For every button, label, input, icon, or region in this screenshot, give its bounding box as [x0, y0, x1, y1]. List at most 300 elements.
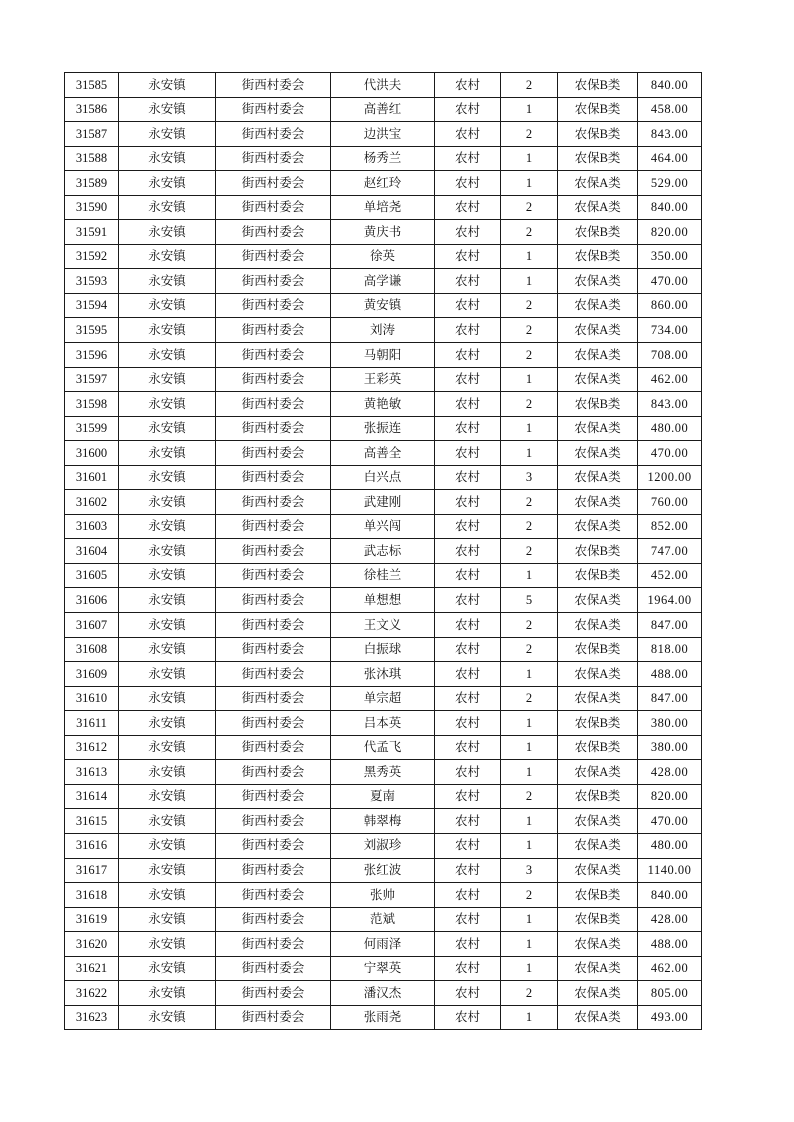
cell-residence: 农村	[435, 539, 501, 564]
cell-residence: 农村	[435, 981, 501, 1006]
table-row	[65, 318, 702, 343]
cell-category: 农保A类	[558, 416, 638, 441]
table-row	[65, 588, 702, 613]
table-row	[65, 392, 702, 417]
table-row	[65, 146, 702, 171]
cell-name: 黑秀英	[331, 760, 435, 785]
cell-village: 街西村委会	[216, 907, 331, 932]
table-row	[65, 760, 702, 785]
cell-category: 农保A类	[558, 1005, 638, 1030]
cell-amount: 452.00	[638, 563, 702, 588]
cell-residence: 农村	[435, 416, 501, 441]
cell-name: 白兴点	[331, 465, 435, 490]
cell-village: 街西村委会	[216, 735, 331, 760]
table-row	[65, 981, 702, 1006]
cell-residence: 农村	[435, 637, 501, 662]
cell-residence: 农村	[435, 318, 501, 343]
cell-town: 永安镇	[119, 244, 216, 269]
cell-village: 街西村委会	[216, 490, 331, 515]
cell-village: 街西村委会	[216, 539, 331, 564]
cell-amount: 488.00	[638, 662, 702, 687]
cell-amount: 820.00	[638, 784, 702, 809]
cell-category: 农保A类	[558, 662, 638, 687]
cell-town: 永安镇	[119, 73, 216, 98]
cell-town: 永安镇	[119, 146, 216, 171]
cell-residence: 农村	[435, 932, 501, 957]
cell-amount: 847.00	[638, 686, 702, 711]
cell-count: 2	[501, 637, 558, 662]
cell-id: 31597	[65, 367, 119, 392]
cell-id: 31605	[65, 563, 119, 588]
cell-town: 永安镇	[119, 760, 216, 785]
cell-residence: 农村	[435, 490, 501, 515]
cell-town: 永安镇	[119, 97, 216, 122]
table-row	[65, 637, 702, 662]
cell-name: 武建刚	[331, 490, 435, 515]
cell-amount: 840.00	[638, 73, 702, 98]
cell-amount: 1140.00	[638, 858, 702, 883]
cell-count: 1	[501, 956, 558, 981]
cell-town: 永安镇	[119, 343, 216, 368]
cell-village: 街西村委会	[216, 293, 331, 318]
cell-name: 代孟飞	[331, 735, 435, 760]
cell-village: 街西村委会	[216, 956, 331, 981]
table-row	[65, 416, 702, 441]
cell-amount: 708.00	[638, 343, 702, 368]
cell-town: 永安镇	[119, 1005, 216, 1030]
table-row	[65, 220, 702, 245]
cell-residence: 农村	[435, 588, 501, 613]
cell-residence: 农村	[435, 956, 501, 981]
cell-id: 31601	[65, 465, 119, 490]
cell-town: 永安镇	[119, 932, 216, 957]
cell-id: 31590	[65, 195, 119, 220]
cell-count: 2	[501, 613, 558, 638]
cell-id: 31598	[65, 392, 119, 417]
cell-town: 永安镇	[119, 637, 216, 662]
cell-count: 1	[501, 367, 558, 392]
cell-amount: 458.00	[638, 97, 702, 122]
table-row	[65, 833, 702, 858]
cell-village: 街西村委会	[216, 760, 331, 785]
cell-amount: 380.00	[638, 711, 702, 736]
cell-id: 31592	[65, 244, 119, 269]
cell-town: 永安镇	[119, 392, 216, 417]
cell-residence: 农村	[435, 122, 501, 147]
cell-residence: 农村	[435, 563, 501, 588]
cell-id: 31595	[65, 318, 119, 343]
cell-category: 农保B类	[558, 539, 638, 564]
cell-amount: 1964.00	[638, 588, 702, 613]
cell-town: 永安镇	[119, 809, 216, 834]
table-row	[65, 244, 702, 269]
table-body	[65, 73, 702, 1030]
cell-count: 2	[501, 490, 558, 515]
cell-name: 张红波	[331, 858, 435, 883]
cell-id: 31622	[65, 981, 119, 1006]
cell-name: 杨秀兰	[331, 146, 435, 171]
cell-count: 2	[501, 392, 558, 417]
table-row	[65, 367, 702, 392]
cell-village: 街西村委会	[216, 514, 331, 539]
cell-residence: 农村	[435, 809, 501, 834]
cell-village: 街西村委会	[216, 73, 331, 98]
cell-town: 永安镇	[119, 563, 216, 588]
cell-name: 单兴闯	[331, 514, 435, 539]
cell-residence: 农村	[435, 441, 501, 466]
cell-category: 农保A类	[558, 293, 638, 318]
cell-town: 永安镇	[119, 293, 216, 318]
cell-village: 街西村委会	[216, 171, 331, 196]
table-row	[65, 343, 702, 368]
cell-amount: 428.00	[638, 760, 702, 785]
cell-town: 永安镇	[119, 858, 216, 883]
cell-name: 潘汉杰	[331, 981, 435, 1006]
cell-id: 31591	[65, 220, 119, 245]
cell-count: 2	[501, 195, 558, 220]
cell-amount: 843.00	[638, 122, 702, 147]
cell-name: 单想想	[331, 588, 435, 613]
table-row	[65, 195, 702, 220]
cell-residence: 农村	[435, 662, 501, 687]
cell-amount: 462.00	[638, 367, 702, 392]
table-row	[65, 490, 702, 515]
cell-category: 农保A类	[558, 343, 638, 368]
cell-id: 31593	[65, 269, 119, 294]
table-row	[65, 686, 702, 711]
cell-village: 街西村委会	[216, 367, 331, 392]
cell-village: 街西村委会	[216, 613, 331, 638]
table-row	[65, 122, 702, 147]
table-row	[65, 735, 702, 760]
cell-amount: 820.00	[638, 220, 702, 245]
cell-residence: 农村	[435, 244, 501, 269]
cell-residence: 农村	[435, 293, 501, 318]
cell-name: 徐英	[331, 244, 435, 269]
cell-id: 31608	[65, 637, 119, 662]
cell-town: 永安镇	[119, 784, 216, 809]
cell-category: 农保B类	[558, 392, 638, 417]
cell-amount: 852.00	[638, 514, 702, 539]
cell-village: 街西村委会	[216, 809, 331, 834]
cell-village: 街西村委会	[216, 392, 331, 417]
cell-category: 农保A类	[558, 613, 638, 638]
cell-village: 街西村委会	[216, 146, 331, 171]
table-row	[65, 907, 702, 932]
table-row	[65, 613, 702, 638]
cell-id: 31614	[65, 784, 119, 809]
cell-count: 3	[501, 858, 558, 883]
cell-name: 夏南	[331, 784, 435, 809]
cell-id: 31610	[65, 686, 119, 711]
cell-category: 农保A类	[558, 367, 638, 392]
cell-village: 街西村委会	[216, 318, 331, 343]
cell-name: 马朝阳	[331, 343, 435, 368]
cell-residence: 农村	[435, 343, 501, 368]
cell-count: 1	[501, 907, 558, 932]
cell-village: 街西村委会	[216, 195, 331, 220]
cell-count: 1	[501, 833, 558, 858]
cell-village: 街西村委会	[216, 784, 331, 809]
cell-count: 2	[501, 73, 558, 98]
table-row	[65, 883, 702, 908]
cell-amount: 493.00	[638, 1005, 702, 1030]
cell-amount: 350.00	[638, 244, 702, 269]
table-row	[65, 956, 702, 981]
cell-count: 1	[501, 171, 558, 196]
cell-village: 街西村委会	[216, 932, 331, 957]
cell-village: 街西村委会	[216, 122, 331, 147]
cell-id: 31602	[65, 490, 119, 515]
cell-id: 31619	[65, 907, 119, 932]
cell-category: 农保B类	[558, 97, 638, 122]
cell-name: 单宗超	[331, 686, 435, 711]
cell-id: 31612	[65, 735, 119, 760]
cell-id: 31588	[65, 146, 119, 171]
table-row	[65, 97, 702, 122]
cell-category: 农保B类	[558, 122, 638, 147]
cell-name: 张振连	[331, 416, 435, 441]
cell-category: 农保A类	[558, 932, 638, 957]
cell-village: 街西村委会	[216, 416, 331, 441]
cell-amount: 840.00	[638, 883, 702, 908]
cell-category: 农保B类	[558, 220, 638, 245]
cell-residence: 农村	[435, 1005, 501, 1030]
cell-id: 31604	[65, 539, 119, 564]
cell-name: 黄安镇	[331, 293, 435, 318]
cell-id: 31606	[65, 588, 119, 613]
cell-town: 永安镇	[119, 195, 216, 220]
cell-amount: 462.00	[638, 956, 702, 981]
cell-id: 31609	[65, 662, 119, 687]
cell-residence: 农村	[435, 171, 501, 196]
cell-count: 2	[501, 686, 558, 711]
cell-residence: 农村	[435, 784, 501, 809]
cell-count: 2	[501, 343, 558, 368]
cell-residence: 农村	[435, 907, 501, 932]
cell-id: 31585	[65, 73, 119, 98]
cell-amount: 847.00	[638, 613, 702, 638]
cell-category: 农保A类	[558, 171, 638, 196]
cell-amount: 470.00	[638, 441, 702, 466]
cell-name: 何雨泽	[331, 932, 435, 957]
cell-category: 农保A类	[558, 833, 638, 858]
cell-amount: 818.00	[638, 637, 702, 662]
cell-name: 张沐琪	[331, 662, 435, 687]
cell-amount: 805.00	[638, 981, 702, 1006]
cell-residence: 农村	[435, 146, 501, 171]
cell-village: 街西村委会	[216, 686, 331, 711]
cell-id: 31616	[65, 833, 119, 858]
cell-residence: 农村	[435, 392, 501, 417]
cell-name: 王文义	[331, 613, 435, 638]
cell-town: 永安镇	[119, 956, 216, 981]
cell-id: 31607	[65, 613, 119, 638]
cell-amount: 464.00	[638, 146, 702, 171]
cell-residence: 农村	[435, 858, 501, 883]
cell-category: 农保B类	[558, 146, 638, 171]
cell-id: 31603	[65, 514, 119, 539]
table-row	[65, 784, 702, 809]
cell-village: 街西村委会	[216, 833, 331, 858]
cell-count: 2	[501, 514, 558, 539]
table-row	[65, 293, 702, 318]
cell-category: 农保A类	[558, 981, 638, 1006]
cell-id: 31618	[65, 883, 119, 908]
cell-id: 31596	[65, 343, 119, 368]
cell-residence: 农村	[435, 220, 501, 245]
cell-amount: 470.00	[638, 269, 702, 294]
table-row	[65, 711, 702, 736]
cell-residence: 农村	[435, 465, 501, 490]
cell-category: 农保B类	[558, 711, 638, 736]
cell-town: 永安镇	[119, 416, 216, 441]
cell-village: 街西村委会	[216, 883, 331, 908]
cell-residence: 农村	[435, 735, 501, 760]
cell-village: 街西村委会	[216, 220, 331, 245]
cell-town: 永安镇	[119, 490, 216, 515]
cell-category: 农保A类	[558, 588, 638, 613]
table-row	[65, 809, 702, 834]
cell-count: 1	[501, 97, 558, 122]
cell-name: 王彩英	[331, 367, 435, 392]
cell-village: 街西村委会	[216, 465, 331, 490]
cell-category: 农保A类	[558, 318, 638, 343]
cell-town: 永安镇	[119, 441, 216, 466]
cell-id: 31600	[65, 441, 119, 466]
cell-amount: 380.00	[638, 735, 702, 760]
cell-town: 永安镇	[119, 588, 216, 613]
cell-count: 1	[501, 662, 558, 687]
cell-town: 永安镇	[119, 367, 216, 392]
table-row	[65, 539, 702, 564]
cell-residence: 农村	[435, 883, 501, 908]
cell-residence: 农村	[435, 711, 501, 736]
cell-village: 街西村委会	[216, 343, 331, 368]
cell-category: 农保A类	[558, 686, 638, 711]
cell-town: 永安镇	[119, 539, 216, 564]
cell-id: 31586	[65, 97, 119, 122]
cell-village: 街西村委会	[216, 244, 331, 269]
cell-amount: 840.00	[638, 195, 702, 220]
cell-residence: 农村	[435, 269, 501, 294]
cell-town: 永安镇	[119, 907, 216, 932]
cell-name: 代洪夫	[331, 73, 435, 98]
cell-count: 1	[501, 711, 558, 736]
cell-id: 31599	[65, 416, 119, 441]
cell-name: 高学谦	[331, 269, 435, 294]
cell-amount: 747.00	[638, 539, 702, 564]
table-row	[65, 1005, 702, 1030]
table-row	[65, 269, 702, 294]
cell-id: 31589	[65, 171, 119, 196]
cell-town: 永安镇	[119, 686, 216, 711]
table-row	[65, 465, 702, 490]
cell-amount: 428.00	[638, 907, 702, 932]
cell-category: 农保B类	[558, 907, 638, 932]
cell-town: 永安镇	[119, 613, 216, 638]
cell-category: 农保A类	[558, 809, 638, 834]
cell-residence: 农村	[435, 686, 501, 711]
cell-residence: 农村	[435, 73, 501, 98]
cell-count: 2	[501, 293, 558, 318]
cell-name: 黄庆书	[331, 220, 435, 245]
cell-id: 31621	[65, 956, 119, 981]
cell-village: 街西村委会	[216, 711, 331, 736]
cell-residence: 农村	[435, 367, 501, 392]
cell-category: 农保A类	[558, 441, 638, 466]
cell-category: 农保A类	[558, 465, 638, 490]
cell-name: 张雨尧	[331, 1005, 435, 1030]
cell-count: 5	[501, 588, 558, 613]
benefits-table	[64, 72, 702, 1030]
cell-town: 永安镇	[119, 833, 216, 858]
cell-count: 1	[501, 760, 558, 785]
cell-count: 2	[501, 122, 558, 147]
cell-count: 2	[501, 220, 558, 245]
cell-amount: 734.00	[638, 318, 702, 343]
table-row	[65, 441, 702, 466]
cell-category: 农保B类	[558, 735, 638, 760]
cell-name: 武志标	[331, 539, 435, 564]
cell-count: 2	[501, 981, 558, 1006]
cell-category: 农保B类	[558, 784, 638, 809]
cell-village: 街西村委会	[216, 97, 331, 122]
cell-amount: 529.00	[638, 171, 702, 196]
cell-amount: 480.00	[638, 833, 702, 858]
cell-village: 街西村委会	[216, 981, 331, 1006]
cell-category: 农保B类	[558, 883, 638, 908]
cell-name: 边洪宝	[331, 122, 435, 147]
cell-town: 永安镇	[119, 318, 216, 343]
cell-amount: 760.00	[638, 490, 702, 515]
cell-id: 31611	[65, 711, 119, 736]
cell-amount: 860.00	[638, 293, 702, 318]
cell-name: 高善红	[331, 97, 435, 122]
cell-count: 1	[501, 735, 558, 760]
cell-residence: 农村	[435, 195, 501, 220]
cell-count: 3	[501, 465, 558, 490]
cell-name: 赵红玲	[331, 171, 435, 196]
cell-town: 永安镇	[119, 662, 216, 687]
table-row	[65, 563, 702, 588]
cell-id: 31623	[65, 1005, 119, 1030]
cell-count: 2	[501, 318, 558, 343]
table-row	[65, 171, 702, 196]
cell-count: 1	[501, 244, 558, 269]
cell-town: 永安镇	[119, 269, 216, 294]
cell-count: 1	[501, 563, 558, 588]
cell-count: 2	[501, 539, 558, 564]
cell-amount: 470.00	[638, 809, 702, 834]
cell-village: 街西村委会	[216, 441, 331, 466]
cell-town: 永安镇	[119, 514, 216, 539]
cell-category: 农保B类	[558, 73, 638, 98]
table-row	[65, 662, 702, 687]
cell-count: 2	[501, 883, 558, 908]
cell-count: 1	[501, 1005, 558, 1030]
cell-name: 高善全	[331, 441, 435, 466]
cell-name: 吕本英	[331, 711, 435, 736]
cell-count: 1	[501, 441, 558, 466]
cell-id: 31615	[65, 809, 119, 834]
cell-village: 街西村委会	[216, 1005, 331, 1030]
cell-town: 永安镇	[119, 981, 216, 1006]
cell-name: 张帅	[331, 883, 435, 908]
cell-count: 1	[501, 146, 558, 171]
cell-name: 黄艳敏	[331, 392, 435, 417]
table-row	[65, 514, 702, 539]
